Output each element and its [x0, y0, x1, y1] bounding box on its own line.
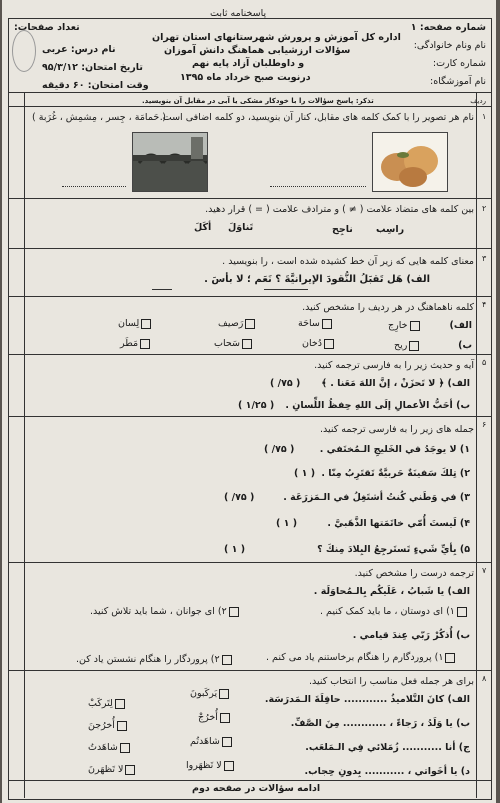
- checkbox[interactable]: [229, 607, 239, 617]
- answer-sheet-label: پاسخنامه ثابت: [210, 8, 267, 19]
- checkbox[interactable]: [445, 653, 455, 663]
- checkbox[interactable]: [324, 339, 334, 349]
- checkbox[interactable]: [245, 319, 255, 329]
- peaches-image: [372, 132, 448, 192]
- q8-c-option-2[interactable]: شاهَدتُ: [88, 742, 132, 754]
- q4-row1-opt1[interactable]: خارِج: [388, 320, 422, 332]
- q4-row2-opt4[interactable]: مَطَر: [120, 338, 152, 350]
- exam-title-line2: و داوطلبان آزاد پایه نهم: [192, 58, 305, 69]
- q2-text: بین کلمه های متضاد علامت ( ≠ ) و مترادف علامت ( = ) قرار دهید.: [205, 204, 474, 215]
- checkbox[interactable]: [242, 339, 252, 349]
- instruction-note: تذکر: پاسخ سؤالات را با خودکار مشکی یا آبی در مقابل آن بنویسید.: [142, 97, 374, 105]
- checkbox[interactable]: [222, 737, 232, 747]
- q6-sentence-3: ۳) في وَطَني كُنتُ أشتَغِلُ في الـمَزرَعَة .: [283, 492, 470, 503]
- school-label: نام آموزشگاه:: [430, 76, 486, 87]
- exam-session: درنوبت صبح خرداد ماه ۱۳۹۵: [180, 72, 311, 83]
- bridge-image: [132, 132, 208, 192]
- checkbox[interactable]: [219, 689, 229, 699]
- q1-number: ۱: [482, 112, 487, 121]
- q1-word-bank: ( حَمامَة ، جِسر ، مِشمِش ، غُرَبة ): [32, 112, 166, 123]
- q8-d-option-1[interactable]: لا تَظهَروا: [186, 760, 236, 772]
- q4-row1-opt2[interactable]: ساحَة: [298, 318, 334, 330]
- q5-verse: الف) ﴿ لا تَحزَنْ ، إنَّ اللهَ مَعَنا . ﴾: [321, 378, 470, 389]
- checkbox[interactable]: [141, 319, 151, 329]
- checkbox[interactable]: [125, 765, 135, 775]
- q1-answer-line-2[interactable]: [62, 186, 126, 187]
- q4-row2-opt2[interactable]: دُخان: [302, 338, 336, 350]
- q8-a-option-2[interactable]: لِتَركَبْ: [88, 698, 127, 710]
- q6-sentence-1-score: ( ۷۵/ ): [264, 444, 295, 455]
- checkbox[interactable]: [457, 607, 467, 617]
- q6-sentence-3-score: ( ۷۵/ ): [224, 492, 255, 503]
- q6-sentence-5: ۵) بِأيِّ شَيءٍ تَستَرجِعُ البِلادَ مِنكَ ؟: [317, 544, 470, 555]
- q4-row1-label: الف): [449, 320, 472, 331]
- stamp-seal: [12, 30, 36, 72]
- q8-sentence-c: ج) أنا ........... زُمَلائي فِي الـمَلعَب.: [305, 742, 470, 753]
- q7-a-option-1[interactable]: ۱) ای دوستان ، ما باید کمک کنیم .: [320, 606, 469, 618]
- page-count: تعداد صفحات:: [14, 22, 80, 33]
- q2-word-4: أكَلَ: [194, 222, 212, 233]
- page-number: شماره صفحه: ۱: [410, 22, 486, 33]
- q6-sentence-1: ۱) لا يوجَدُ في الخَليجِ الـمُختَفي .: [319, 444, 470, 455]
- exam-time-label: وقت امتحان: ۶۰ دقیقه: [42, 80, 149, 91]
- q8-number: ۸: [482, 674, 487, 683]
- q3-number: ۳: [482, 254, 487, 263]
- q2-word-3: تَناوَلَ: [228, 222, 254, 233]
- q5-hadith-score: ( ۱/۲۵ ): [238, 400, 275, 411]
- q6-sentence-4: ۴) لَيستَ أُمّي خاتَمَتها الذَّهَبيَّ .: [327, 518, 470, 529]
- q5-verse-score: ( ۷۵/ ): [270, 378, 301, 389]
- q7-a-option-2[interactable]: ۲) ای جوانان ، شما باید تلاش کنید.: [90, 606, 241, 618]
- q4-row1-opt3[interactable]: رَصیف: [218, 318, 257, 330]
- q6-text: جمله های زیر را به فارسی ترجمه کنید.: [319, 424, 474, 435]
- q4-row2-opt3[interactable]: سَحاب: [214, 338, 254, 350]
- checkbox[interactable]: [117, 721, 127, 731]
- exam-paper: [2, 0, 496, 803]
- checkbox[interactable]: [410, 321, 420, 331]
- q3-text: معنای کلمه هایی که زیر آن خط کشیده شده است ، را بنویسید .: [222, 256, 474, 267]
- checkbox[interactable]: [409, 341, 419, 351]
- q4-row2-label: ب): [458, 340, 472, 351]
- q6-sentence-2: ۲) تِلكَ سَفينَةٌ حَربيَّةٌ تَقتَرِبُ مِنّا .: [321, 468, 470, 479]
- q2-number: ۲: [482, 204, 487, 213]
- checkbox[interactable]: [224, 761, 234, 771]
- q8-b-option-1[interactable]: أُخرُجْ: [198, 712, 232, 724]
- q1-answer-line-1[interactable]: [270, 186, 366, 187]
- q5-hadith: ب) أحَبُّ الأعمالِ إلَى اللهِ حِفظُ اللِّسانِ .: [285, 400, 470, 411]
- q8-d-option-2[interactable]: لا تَظهَرنَ: [88, 764, 137, 776]
- exam-date-label: تاریخ امتحان: ۹۵/۳/۱۲: [42, 62, 143, 73]
- q7-sentence-a: الف) يا شَبابُ ، عَلَيكُم بِالـمُحاوَلَة .: [313, 586, 470, 597]
- q7-b-option-1[interactable]: ۱) پروردگارم را هنگام برخاستنم یاد می کنم .: [266, 652, 457, 664]
- q4-row2-opt1[interactable]: ریح: [394, 340, 421, 352]
- checkbox[interactable]: [140, 339, 150, 349]
- q8-text: برای هر جمله فعل مناسب را انتخاب کنید.: [308, 676, 474, 687]
- q2-word-2: ناجِح: [332, 224, 353, 235]
- q7-text: ترجمه درست را مشخص کنید.: [354, 568, 474, 579]
- q8-c-option-1[interactable]: شاهَدتُم: [190, 736, 234, 748]
- checkbox[interactable]: [115, 699, 125, 709]
- continued-note: ادامه سؤالات در صفحه دوم: [192, 783, 321, 794]
- q8-a-option-1[interactable]: يَركَبونَ: [190, 688, 231, 700]
- card-number-label: شماره کارت:: [432, 58, 486, 69]
- q2-word-1: راسِب: [376, 224, 405, 235]
- q7-b-option-2[interactable]: ۲) پروردگار را هنگام نشستن یاد کن.: [76, 654, 234, 666]
- name-field-label: نام ونام خانوادگی:: [413, 40, 486, 51]
- q4-number: ۴: [482, 300, 487, 309]
- q4-text: کلمه ناهماهنگ در هر ردیف را مشخص کنید.: [302, 302, 474, 313]
- row-header: ردیف: [470, 97, 486, 105]
- checkbox[interactable]: [220, 713, 230, 723]
- q8-sentence-d: د) يا أخَواتي ، ........... بِدونِ حِجاب.: [304, 766, 470, 777]
- q3-sentence: الف) هَل تَقبَلُ النُّقودَ الإيرانيَّةَ ؟ نَعَم ؛ لا بأسَ .: [204, 274, 430, 285]
- q5-number: ۵: [482, 358, 487, 367]
- q8-sentence-a: الف) كانَ التَّلاميذُ ............ حافِلَةَ الـمَدرَسَة.: [264, 694, 470, 705]
- q5-text: آیه و حدیث زیر را به فارسی ترجمه کنید.: [314, 360, 474, 371]
- office-title: اداره کل آموزش و پرورش شهرستانهای استان تهران: [152, 32, 401, 43]
- subject-label: نام درس: عربی: [42, 44, 116, 55]
- checkbox[interactable]: [322, 319, 332, 329]
- q8-b-option-2[interactable]: أُخرُجنَ: [88, 720, 129, 732]
- q8-sentence-b: ب) يا وَلَدُ ، رَجاءً ، ............ مِنَ الصَّفِّ.: [290, 718, 470, 729]
- q4-row1-opt4[interactable]: لِسان: [118, 318, 153, 330]
- exam-title-line1: سؤالات ارزشیابی هماهنگ دانش آموزان: [164, 45, 351, 56]
- q7-number: ۷: [482, 566, 487, 575]
- q7-sentence-b: ب) أُذكُرْ رَبّي عِندَ قيامي .: [352, 630, 470, 641]
- q1-text: نام هر تصویر را با کمک کلمه های مقابل، کنار آن بنویسید، دو کلمه اضافی است.: [159, 112, 474, 123]
- q6-number: ۶: [482, 420, 487, 429]
- q6-sentence-5-score: ( ۱ ): [224, 544, 246, 555]
- q6-sentence-2-score: ( ۱ ): [294, 468, 316, 479]
- checkbox[interactable]: [120, 743, 130, 753]
- checkbox[interactable]: [222, 655, 232, 665]
- q6-sentence-4-score: ( ۱ ): [276, 518, 298, 529]
